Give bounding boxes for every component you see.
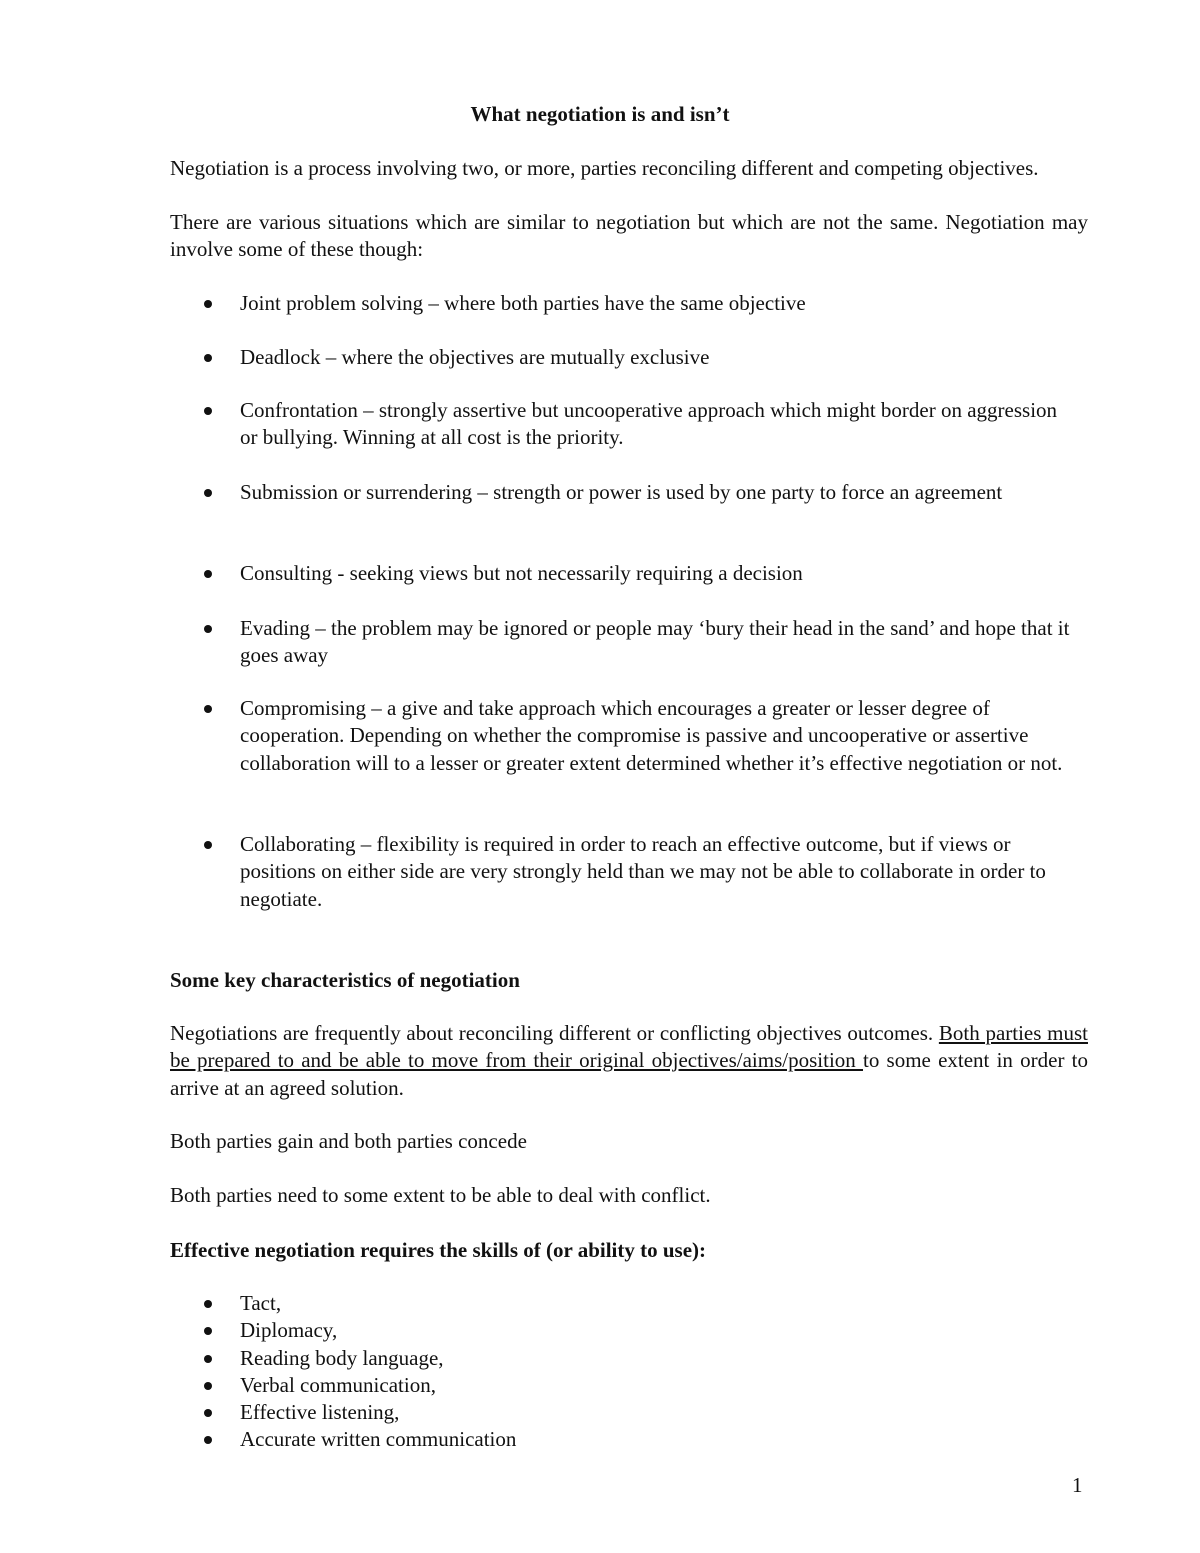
bullet-icon <box>204 1382 212 1390</box>
bullet-icon <box>204 1300 212 1308</box>
intro-paragraph-2: There are various situations which are similar to negotiation but which are not the same. Negotiation may involve some of these though: <box>170 210 1088 262</box>
list-item-text: Effective listening, <box>240 1400 400 1425</box>
characteristics-paragraph-3: Both parties need to some extent to be able to deal with conflict. <box>170 1183 711 1207</box>
skills-heading: Effective negotiation requires the skills of (or ability to use): <box>170 1238 707 1262</box>
underlined-text: Both parties must be prepared to and be able to move from their original objectives/aims/position <box>170 1021 1088 1073</box>
list-item-text: Tact, <box>240 1291 282 1315</box>
list-item-text: Consulting - seeking views but not necessarily requiring a decision <box>240 561 803 585</box>
page-number: 1 <box>1072 1473 1083 1497</box>
bullet-icon <box>204 407 212 415</box>
situations-list-item <box>170 560 1088 587</box>
bullet-icon <box>204 570 212 578</box>
situations-list-item <box>170 615 1070 670</box>
list-item-text: Compromising – a give and take approach which encourages a greater or lesser degree of cooperation. Depending on whether the compromise is passive and uncooperative or assertive collaboration will to a lesser or greater extent determined whether it’s effective negotiation or not. <box>240 696 1063 775</box>
skills-list-item <box>170 1372 1088 1399</box>
list-item-text: Evading – the problem may be ignored or people may ‘bury their head in the sand’ and hope that it goes away <box>240 616 1070 668</box>
situations-list-item <box>170 397 1060 452</box>
list-item-text: Joint problem solving – where both parties have the same objective <box>240 291 806 315</box>
bullet-icon <box>204 1327 212 1335</box>
bullet-icon <box>204 1355 212 1363</box>
skills-list-item <box>170 1426 1088 1453</box>
list-item-text: Confrontation – strongly assertive but uncooperative approach which might border on aggression or bullying. Winning at all cost is the priority. <box>240 398 1058 450</box>
situations-list-item <box>170 290 1088 317</box>
characteristics-paragraph-1 <box>170 1020 1088 1102</box>
bullet-icon <box>204 625 212 633</box>
skills-list <box>170 1290 1088 1454</box>
bullet-icon <box>204 300 212 308</box>
list-item-text: Diplomacy, <box>240 1318 338 1343</box>
bullet-icon <box>204 841 212 849</box>
bullet-icon <box>204 705 212 713</box>
bullet-icon <box>204 1436 212 1444</box>
skills-list-item <box>170 1317 1088 1344</box>
text: Negotiations are frequently about reconciling different or conflicting objectives outcomes. <box>170 1021 939 1045</box>
characteristics-paragraph-2: Both parties gain and both parties concede <box>170 1129 527 1153</box>
skills-list-item <box>170 1345 1088 1372</box>
bullet-icon <box>204 354 212 362</box>
text: to some extent in order to arrive at an agreed solution. <box>170 1048 1088 1100</box>
situations-list-item <box>170 344 1088 371</box>
list-item-text: Deadlock – where the objectives are mutually exclusive <box>240 345 710 369</box>
list-item-text: Collaborating – flexibility is required in order to reach an effective outcome, but if views or positions on either side are very strongly held than we may not be able to collaborate in order to negotiate. <box>240 832 1046 911</box>
skills-list-item <box>170 1290 1088 1317</box>
characteristics-heading: Some key characteristics of negotiation <box>170 968 520 992</box>
list-item-text: Reading body language, <box>240 1345 444 1370</box>
list-item-text: Verbal communication, <box>240 1372 436 1397</box>
list-item-text: Submission or surrendering – strength or power is used by one party to force an agreement <box>240 480 1003 504</box>
page-title: What negotiation is and isn’t <box>470 102 730 126</box>
list-item-text: Accurate written communication <box>240 1427 517 1452</box>
bullet-icon <box>204 1409 212 1417</box>
intro-paragraph-1: Negotiation is a process involving two, or more, parties reconciling different and competing objectives. <box>170 156 1039 180</box>
situations-list-item <box>170 831 1085 913</box>
situations-list-item <box>170 479 1030 506</box>
bullet-icon <box>204 489 212 497</box>
situations-list-item <box>170 695 1090 777</box>
skills-list-item <box>170 1399 1088 1426</box>
